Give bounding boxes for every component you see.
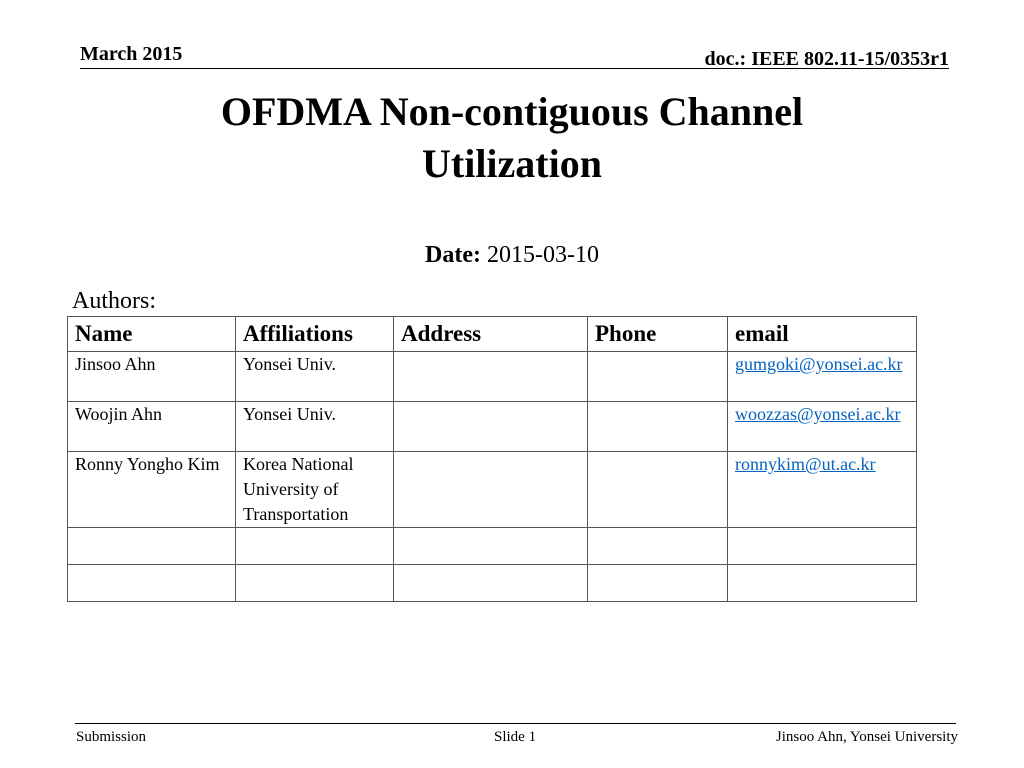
author-phone bbox=[588, 528, 728, 565]
author-name bbox=[68, 528, 236, 565]
author-address bbox=[394, 352, 588, 402]
authors-table-header bbox=[68, 317, 917, 352]
author-address bbox=[394, 452, 588, 528]
author-email-cell bbox=[728, 452, 917, 528]
author-email-link[interactable]: ronnykim@ut.ac.kr bbox=[735, 454, 876, 474]
header-divider bbox=[80, 68, 949, 69]
author-name bbox=[68, 565, 236, 602]
footer-slide-number: Slide 1 bbox=[494, 729, 537, 745]
author-email-cell bbox=[728, 402, 917, 452]
table-row bbox=[68, 452, 917, 528]
authors-table bbox=[67, 316, 917, 602]
column-header-name: Name bbox=[68, 317, 236, 352]
authors-label: Authors: bbox=[72, 288, 156, 314]
table-row bbox=[68, 528, 917, 565]
footer-divider bbox=[75, 723, 956, 724]
author-address bbox=[394, 565, 588, 602]
column-header-email: email bbox=[728, 317, 917, 352]
author-phone bbox=[588, 452, 728, 528]
slide-title-line-1: OFDMA Non-contiguous Channel bbox=[220, 89, 804, 134]
slide-title bbox=[0, 86, 1024, 190]
footer-submission: Submission bbox=[76, 729, 147, 745]
date-label: Date: bbox=[425, 242, 481, 268]
author-affiliation: Korea National University of Transportation bbox=[236, 452, 394, 528]
table-row bbox=[68, 402, 917, 452]
date-value: 2015-03-10 bbox=[480, 242, 599, 268]
author-name: Woojin Ahn bbox=[68, 402, 236, 452]
author-affiliation: Yonsei Univ. bbox=[236, 352, 394, 402]
footer-author: Jinsoo Ahn, Yonsei University bbox=[775, 729, 958, 745]
author-address bbox=[394, 402, 588, 452]
slide-title-line-2: Utilization bbox=[422, 141, 602, 186]
header-doc-id: doc.: IEEE 802.11-15/0353r1 bbox=[704, 48, 949, 70]
author-phone bbox=[588, 402, 728, 452]
author-name: Ronny Yongho Kim bbox=[68, 452, 236, 528]
author-phone bbox=[588, 352, 728, 402]
header-date: March 2015 bbox=[80, 43, 183, 65]
author-email-cell bbox=[728, 528, 917, 565]
author-name: Jinsoo Ahn bbox=[68, 352, 236, 402]
column-header-address: Address bbox=[394, 317, 588, 352]
author-phone bbox=[588, 565, 728, 602]
author-affiliation: Yonsei Univ. bbox=[236, 402, 394, 452]
column-header-affiliations: Affiliations bbox=[236, 317, 394, 352]
author-affiliation bbox=[236, 565, 394, 602]
author-email-link[interactable]: woozzas@yonsei.ac.kr bbox=[735, 404, 901, 424]
table-row bbox=[68, 352, 917, 402]
date-line bbox=[0, 240, 1024, 270]
author-email-link[interactable]: gumgoki@yonsei.ac.kr bbox=[735, 354, 903, 374]
author-address bbox=[394, 528, 588, 565]
table-row bbox=[68, 565, 917, 602]
column-header-phone: Phone bbox=[588, 317, 728, 352]
author-affiliation bbox=[236, 528, 394, 565]
author-email-cell bbox=[728, 352, 917, 402]
author-email-cell bbox=[728, 565, 917, 602]
